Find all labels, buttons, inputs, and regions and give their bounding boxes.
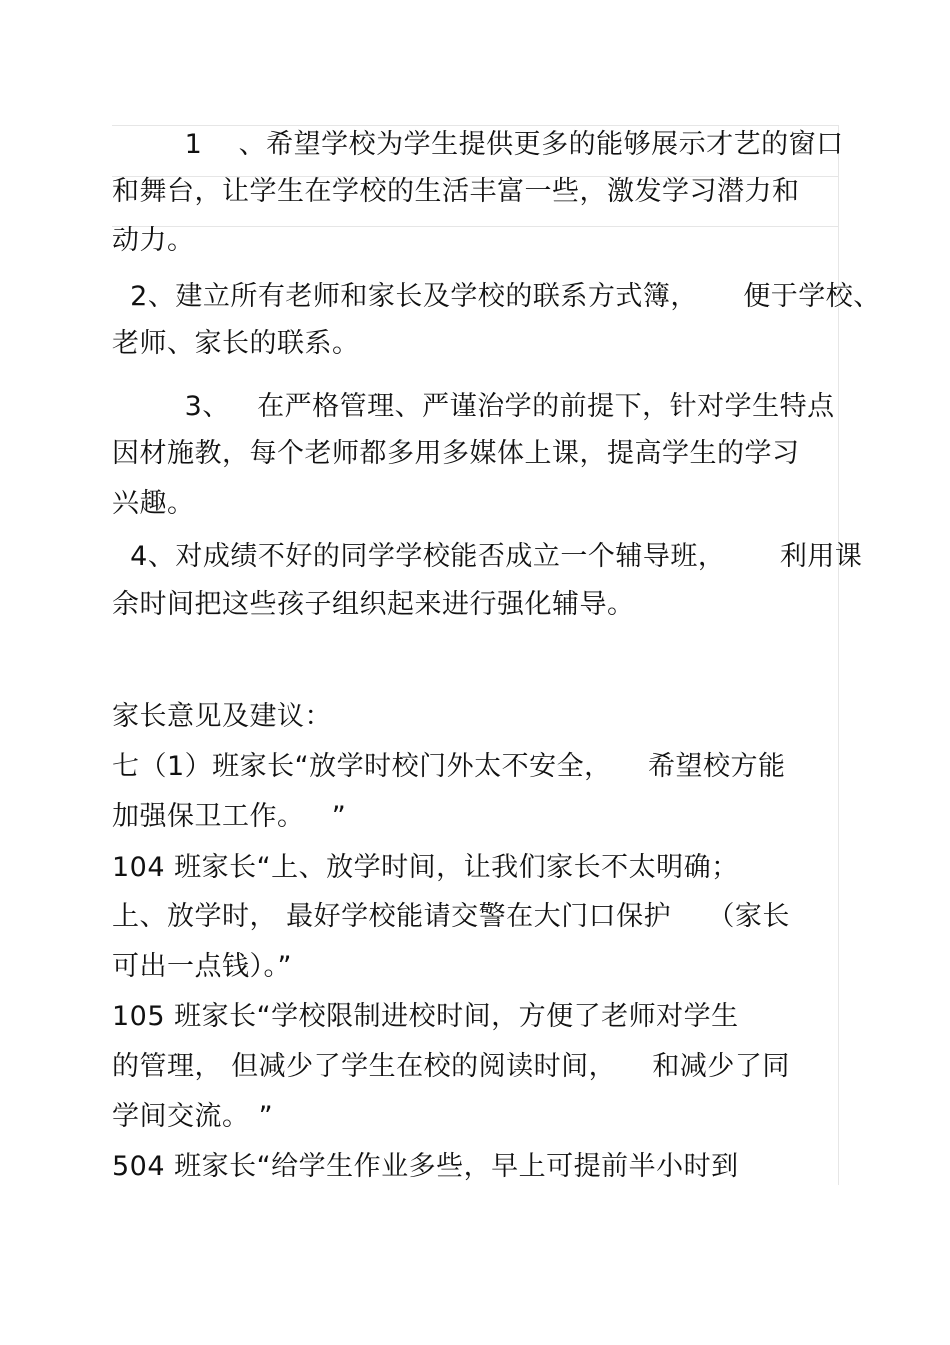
suggestion-4-line-2: 余时间把这些孩子组织起来进行强化辅导。 — [112, 589, 635, 620]
parent-line-9: 504 班家长“给学生作业多些，早上可提前半小时到 — [112, 1151, 739, 1182]
suggestion-2-line-2: 老师、家长的联系。 — [112, 328, 360, 359]
parent-line-1: 七（1）班家长“放学时校门外太不安全， 希望校方能 — [112, 751, 786, 782]
parent-line-7: 的管理， 但减少了学生在校的阅读时间， 和减少了同 — [112, 1051, 790, 1082]
suggestion-3-line-2: 因材施教，每个老师都多用多媒体上课，提高学生的学习 — [112, 438, 800, 469]
suggestion-3-line-1: 3、 在严格管理、严谨治学的前提下，针对学生特点 — [112, 391, 835, 422]
suggestion-1-line-3: 动力。 — [112, 225, 195, 256]
rule-3 — [112, 226, 838, 227]
top-rule — [112, 125, 838, 126]
parent-line-3: 104 班家长“上、放学时间，让我们家长不太明确； — [112, 852, 739, 883]
parent-line-8: 学间交流。 ” — [112, 1101, 274, 1132]
suggestion-4-line-1: 4、对成绩不好的同学学校能否成立一个辅导班， 利用课 — [112, 541, 863, 572]
parent-line-4: 上、放学时， 最好学校能请交警在大门口保护 （家长 — [112, 901, 790, 932]
parent-line-6: 105 班家长“学校限制进校时间，方便了老师对学生 — [112, 1001, 739, 1032]
suggestion-1-line-1: 1 、希望学校为学生提供更多的能够展示才艺的窗口 — [112, 129, 844, 160]
parent-line-2: 加强保卫工作。 ” — [112, 801, 347, 832]
suggestion-3-line-3: 兴趣。 — [112, 488, 195, 519]
parents-heading: 家长意见及建议： — [112, 701, 332, 732]
suggestion-2-line-1: 2、建立所有老师和家长及学校的联系方式簿， 便于学校、 — [112, 281, 881, 312]
parent-line-5: 可出一点钱）。” — [112, 951, 292, 982]
suggestion-1-line-2: 和舞台，让学生在学校的生活丰富一些，激发学习潜力和 — [112, 176, 800, 207]
